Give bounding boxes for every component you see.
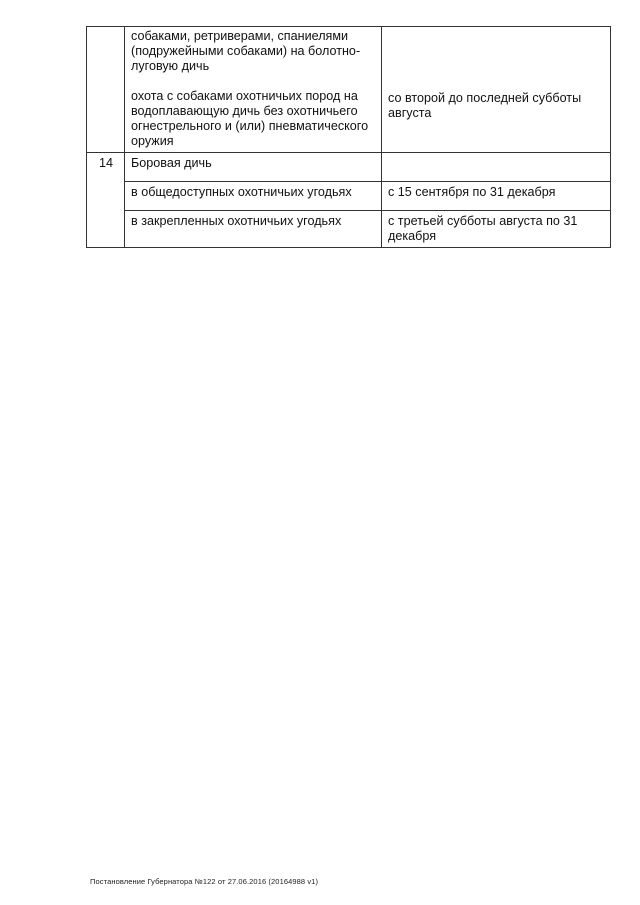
hunting-period-text: с третьей субботы августа по 31 декабря: [388, 214, 578, 243]
game-type-text: собаками, ретриверами, спаниелями (подружейными собаками) на болотно-луговую дичь: [131, 29, 361, 73]
cell-spacer: [388, 29, 605, 91]
table-row: [87, 182, 611, 211]
row-number-cell: [87, 27, 125, 153]
game-type-text: в закрепленных охотничьих угодьях: [131, 214, 342, 228]
game-type-cell: [125, 182, 382, 211]
row-number-cell: [87, 153, 125, 248]
hunting-period-cell: [382, 153, 611, 182]
hunting-period-text: со второй до последней субботы августа: [388, 91, 582, 120]
row-number: 14: [98, 156, 113, 170]
table-row: [87, 27, 611, 153]
game-type-text: в общедоступных охотничьих угодьях: [131, 185, 352, 199]
game-type-heading: Боровая дичь: [131, 156, 212, 170]
hunting-period-cell: [382, 211, 611, 248]
game-type-text: охота с собаками охотничьих пород на водоплавающую дичь без охотничьего огнестрельного и (или) пневматического оружия: [131, 89, 369, 148]
hunting-periods-table: [86, 26, 611, 248]
hunting-period-cell: [382, 27, 611, 153]
hunting-period-text: с 15 сентября по 31 декабря: [388, 185, 556, 199]
game-type-cell: [125, 27, 382, 153]
table-row: [87, 153, 611, 182]
table-row: [87, 211, 611, 248]
game-type-cell: [125, 211, 382, 248]
game-type-cell: [125, 153, 382, 182]
hunting-period-cell: [382, 182, 611, 211]
document-footer: Постановление Губернатора №122 от 27.06.2016 (20164988 v1): [90, 877, 319, 886]
